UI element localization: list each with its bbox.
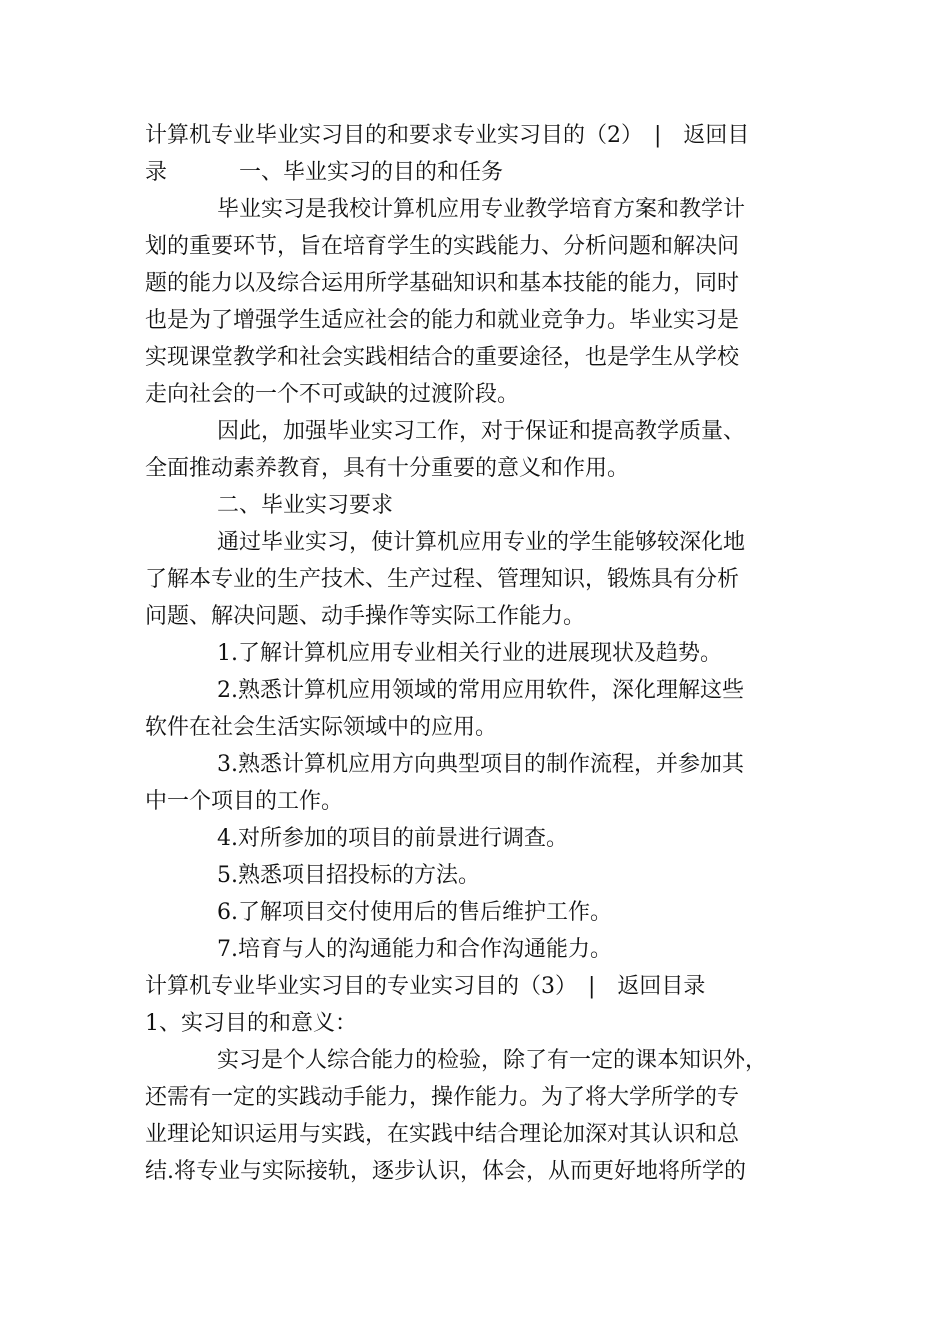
paragraph-line: 因此，加强毕业实习工作，对于保证和提高教学质量、 (217, 419, 746, 444)
paragraph-line: 还需有一定的实践动手能力，操作能力。为了将大学所学的专 (145, 1085, 740, 1110)
list-item: 7.培育与人的沟通能力和合作沟通能力。 (217, 937, 612, 962)
paragraph-line: 走向社会的一个不可或缺的过渡阶段。 (145, 382, 520, 407)
section-title: 计算机专业毕业实习目的专业实习目的（3） | 返回目录 (145, 974, 706, 999)
list-item-continuation: 软件在社会生活实际领域中的应用。 (145, 715, 498, 740)
paragraph-line: 实现课堂教学和社会实践相结合的重要途径，也是学生从学校 (145, 345, 740, 370)
section-title: 计算机专业毕业实习目的和要求专业实习目的（2） | 返回目 (145, 123, 750, 148)
paragraph-line: 划的重要环节，旨在培育学生的实践能力、分析问题和解决问 (145, 234, 740, 259)
section-title-tail: 录 (145, 160, 168, 185)
paragraph-line: 通过毕业实习，使计算机应用专业的学生能够较深化地 (217, 530, 746, 555)
paragraph-line: 题的能力以及综合运用所学基础知识和基本技能的能力，同时 (145, 271, 740, 296)
paragraph-line: 结.将专业与实际接轨，逐步认识，体会，从而更好地将所学的 (145, 1159, 746, 1184)
list-item: 6.了解项目交付使用后的售后维护工作。 (217, 900, 612, 925)
paragraph-line: 问题、解决问题、动手操作等实际工作能力。 (145, 604, 586, 629)
paragraph-line: 了解本专业的生产技术、生产过程、管理知识，锻炼具有分析 (145, 567, 740, 592)
heading: 1、实习目的和意义： (145, 1011, 357, 1036)
list-item: 4.对所参加的项目的前景进行调查。 (217, 826, 568, 851)
list-item: 2.熟悉计算机应用领域的常用应用软件，深化理解这些 (217, 678, 744, 703)
list-item: 5.熟悉项目招投标的方法。 (217, 863, 480, 888)
list-item: 1.了解计算机应用专业相关行业的进展现状及趋势。 (217, 641, 722, 666)
list-item: 3.熟悉计算机应用方向典型项目的制作流程，并参加其 (217, 752, 744, 777)
paragraph-line: 毕业实习是我校计算机应用专业教学培育方案和教学计 (217, 197, 746, 222)
paragraph-line: 全面推动素养教育，具有十分重要的意义和作用。 (145, 456, 630, 481)
paragraph-line: 业理论知识运用与实践，在实践中结合理论加深对其认识和总 (145, 1122, 740, 1147)
list-item-continuation: 中一个项目的工作。 (145, 789, 344, 814)
paragraph-line: 也是为了增强学生适应社会的能力和就业竞争力。毕业实习是 (145, 308, 740, 333)
paragraph-line: 实习是个人综合能力的检验，除了有一定的课本知识外， (217, 1048, 768, 1073)
section-title-continuation (145, 154, 805, 191)
heading: 二、毕业实习要求 (217, 493, 394, 518)
heading: 一、毕业实习的目的和任务 (239, 160, 504, 185)
document-body (145, 117, 805, 1190)
